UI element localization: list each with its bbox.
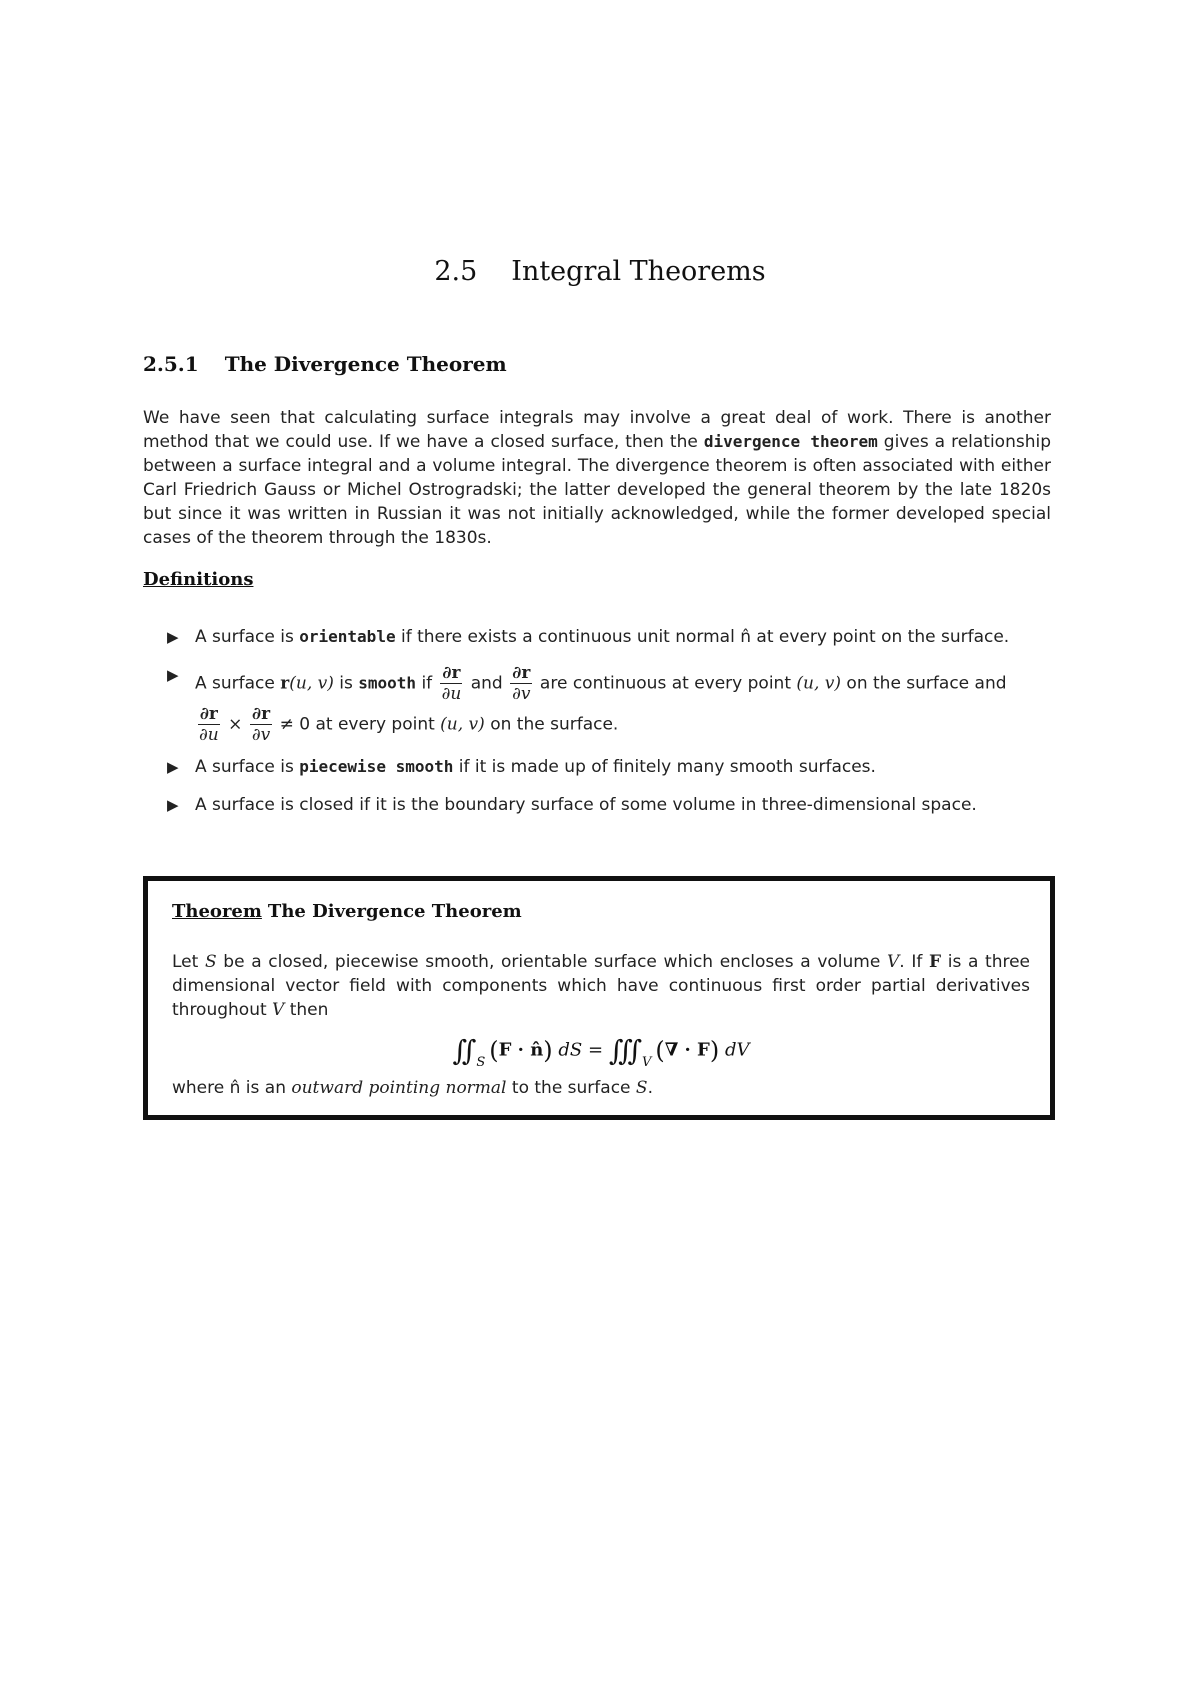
tail-text-3: .	[647, 1077, 653, 1098]
theorem-content	[172, 901, 1030, 1100]
frac-numerator: ∂r	[442, 663, 461, 683]
lhs-integrand: F · n̂	[498, 1039, 544, 1061]
frac-denominator: ∂u	[199, 725, 219, 745]
definition-closed	[143, 793, 1053, 817]
definitions-list	[143, 625, 1053, 817]
fraction-dr-dv	[510, 663, 532, 704]
def1-term: orientable	[299, 627, 396, 646]
surface-integral-subscript: S	[476, 1054, 486, 1070]
frac-numerator: ∂r	[251, 704, 271, 724]
section-number: 2.5	[434, 256, 478, 287]
theorem-tail	[172, 1076, 1030, 1100]
volume-integral-symbol: ∭	[608, 1034, 642, 1067]
intro-text-1: We have seen that calculating surface integrals may involve a great deal of work. There is another method that we could use. If we have a closed surface, then the	[143, 408, 1051, 452]
fraction-dr-du-2	[197, 704, 221, 745]
rhs-differential: dV	[724, 1039, 750, 1061]
thm-symbol-f: F	[928, 952, 942, 972]
thm-symbol-v: V	[886, 952, 900, 972]
def2-mid: are continuous at every point	[534, 673, 797, 694]
equals-sign: =	[588, 1039, 604, 1061]
def3-pre: A surface is	[195, 757, 300, 777]
def2-pre: A surface	[195, 673, 281, 694]
subsection-title	[143, 352, 507, 376]
paren-open: (	[655, 1036, 665, 1065]
intro-term-divergence-theorem: divergence theorem	[703, 432, 878, 451]
frac-denominator: ∂v	[512, 684, 531, 704]
subsection-title-text: The Divergence Theorem	[224, 352, 507, 376]
bullet-triangle-icon: ▶	[167, 758, 179, 776]
definition-piecewise-smooth	[143, 755, 1053, 779]
intro-text-2: gives a relationship between a surface integral and a volume integral. The divergence theorem is often associated with either Carl Friedrich Gauss or Michel Ostrogradski; the latter developed the general theorem by the late 1820s but since it was written in Russian it was not initially acknowledged, while the former developed special cases of the theorem through the 1830s.	[143, 432, 1051, 548]
def2-uv-2: (u, v)	[796, 673, 842, 694]
thm-text-5: then	[284, 1000, 329, 1020]
def1-post: if there exists a continuous unit normal n̂ at every point on the surface.	[395, 627, 1010, 647]
def2-term: smooth	[358, 673, 417, 693]
section-title-text: Integral Theorems	[511, 256, 766, 287]
volume-integral-subscript: V	[641, 1054, 652, 1070]
bullet-triangle-icon: ▶	[167, 666, 179, 684]
thm-symbol-v-2: V	[272, 1000, 285, 1020]
definition-smooth	[143, 663, 1053, 745]
paren-close: )	[709, 1036, 720, 1065]
theorem-statement	[172, 950, 1030, 1022]
def3-post: if it is made up of finitely many smooth surfaces.	[453, 757, 876, 777]
thm-text-2: be a closed, piecewise smooth, orientable surface which encloses a volume	[216, 952, 887, 972]
theorem-title: The Divergence Theorem	[267, 901, 522, 922]
divergence-formula	[172, 1034, 1030, 1070]
def2-is: is	[333, 673, 359, 694]
definitions-heading: Definitions	[143, 569, 254, 590]
frac-denominator: ∂u	[441, 684, 462, 704]
tail-text-1: where n̂ is an	[172, 1077, 292, 1098]
paren-open: (	[489, 1036, 499, 1065]
frac-numerator: ∂r	[512, 663, 531, 683]
fraction-dr-du	[440, 663, 464, 704]
thm-text-3: . If	[899, 952, 929, 972]
def2-neq: ≠ 0 at every point	[274, 714, 441, 735]
surface-integral-symbol: ∬	[452, 1034, 477, 1067]
lhs-differential: dS	[558, 1039, 583, 1061]
fraction-dr-dv-2	[250, 704, 272, 745]
theorem-heading	[172, 901, 1030, 922]
def2-and: and	[465, 673, 509, 694]
def1-pre: A surface is	[195, 627, 300, 647]
frac-numerator: ∂r	[199, 704, 218, 724]
def2-mid2: on the surface and	[841, 673, 1007, 694]
paren-close: )	[543, 1036, 553, 1065]
intro-paragraph	[143, 406, 1051, 550]
tail-symbol-s: S	[635, 1077, 648, 1098]
bullet-triangle-icon: ▶	[167, 628, 179, 646]
definition-orientable	[143, 625, 1053, 649]
tail-text-2: to the surface	[506, 1077, 636, 1098]
section-title	[0, 256, 1200, 287]
def4-text: A surface is closed if it is the boundary surface of some volume in three-dimensional space.	[195, 795, 977, 815]
rhs-integrand: ∇ · F	[664, 1039, 710, 1061]
thm-symbol-s: S	[204, 952, 217, 972]
tail-emphasis: outward pointing normal	[291, 1077, 507, 1098]
def2-uv: (u, v)	[289, 673, 334, 694]
thm-text-1: Let	[172, 952, 205, 972]
thm-text-4: is a three dimensional vector field with components which have continuous first order partial derivatives throughout	[172, 952, 1031, 1020]
def2-end: on the surface.	[484, 714, 619, 735]
frac-denominator: ∂v	[251, 725, 271, 745]
def2-uv-3: (u, v)	[440, 714, 485, 735]
def3-term: piecewise smooth	[299, 757, 454, 776]
cross-product-symbol: ×	[222, 714, 248, 735]
theorem-label: Theorem	[172, 901, 262, 922]
def2-if: if	[416, 673, 438, 694]
def2-r: r	[280, 673, 290, 694]
subsection-number: 2.5.1	[143, 352, 199, 376]
bullet-triangle-icon: ▶	[167, 796, 179, 814]
theorem-box	[143, 876, 1055, 1120]
